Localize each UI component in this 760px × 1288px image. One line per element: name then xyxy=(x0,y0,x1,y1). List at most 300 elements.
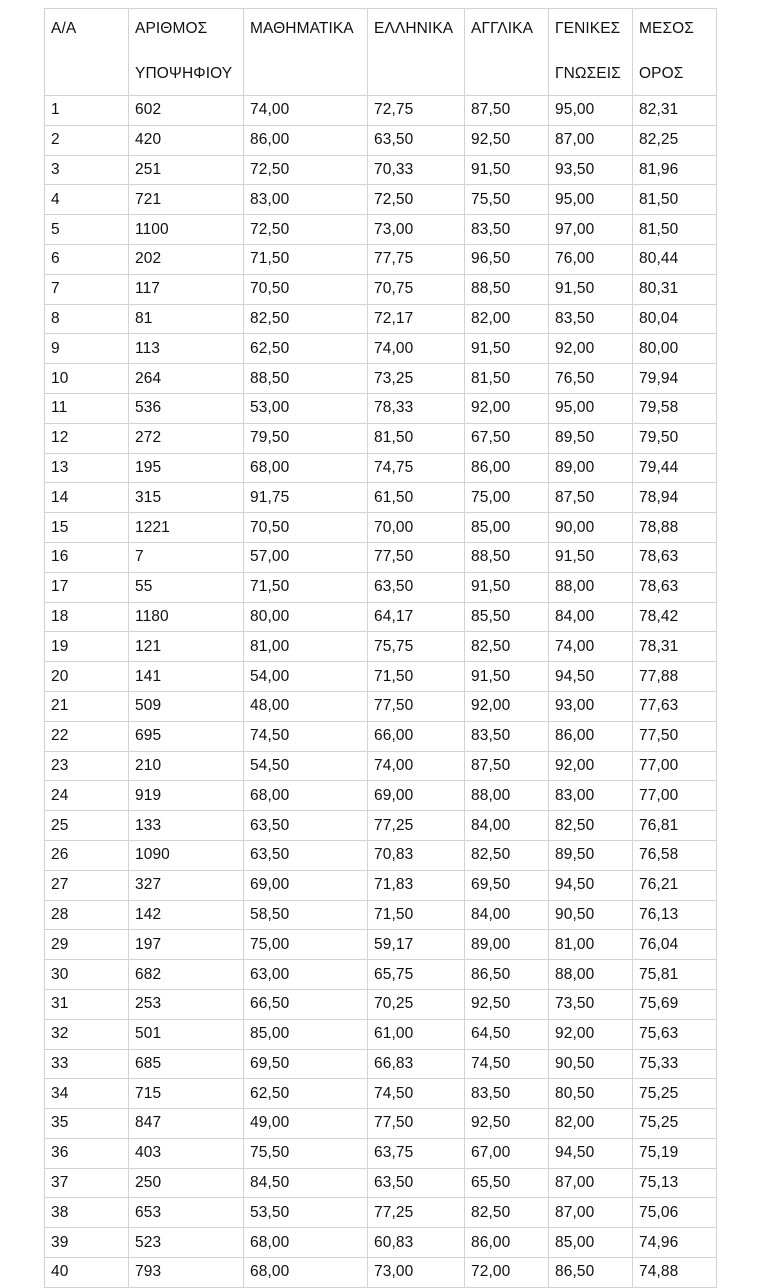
cell-aa: 10 xyxy=(45,364,129,394)
header-label-line1: Α/Α xyxy=(51,20,77,37)
cell-average: 77,00 xyxy=(633,751,717,781)
cell-average: 75,33 xyxy=(633,1049,717,1079)
cell-greek: 65,75 xyxy=(368,960,465,990)
cell-general-knowledge: 76,50 xyxy=(549,364,633,394)
cell-mathematics: 82,50 xyxy=(244,304,368,334)
cell-average: 77,63 xyxy=(633,691,717,721)
cell-mathematics: 79,50 xyxy=(244,423,368,453)
cell-english: 91,50 xyxy=(465,155,549,185)
cell-candidate-number: 133 xyxy=(129,811,244,841)
table-row xyxy=(45,96,717,126)
cell-aa: 35 xyxy=(45,1109,129,1139)
cell-general-knowledge: 86,00 xyxy=(549,721,633,751)
cell-aa: 14 xyxy=(45,483,129,513)
cell-mathematics: 84,50 xyxy=(244,1168,368,1198)
cell-english: 69,50 xyxy=(465,870,549,900)
cell-candidate-number: 847 xyxy=(129,1109,244,1139)
cell-greek: 71,50 xyxy=(368,662,465,692)
cell-greek: 73,00 xyxy=(368,1258,465,1288)
cell-english: 96,50 xyxy=(465,244,549,274)
cell-mathematics: 74,00 xyxy=(244,96,368,126)
cell-candidate-number: 695 xyxy=(129,721,244,751)
cell-candidate-number: 685 xyxy=(129,1049,244,1079)
cell-english: 65,50 xyxy=(465,1168,549,1198)
cell-average: 81,50 xyxy=(633,215,717,245)
cell-aa: 32 xyxy=(45,1019,129,1049)
cell-aa: 27 xyxy=(45,870,129,900)
cell-mathematics: 72,50 xyxy=(244,155,368,185)
table-row xyxy=(45,1019,717,1049)
cell-aa: 19 xyxy=(45,632,129,662)
cell-candidate-number: 1180 xyxy=(129,602,244,632)
cell-general-knowledge: 92,00 xyxy=(549,334,633,364)
cell-greek: 66,00 xyxy=(368,721,465,751)
cell-mathematics: 48,00 xyxy=(244,691,368,721)
cell-mathematics: 63,50 xyxy=(244,811,368,841)
table-row xyxy=(45,185,717,215)
table-row xyxy=(45,989,717,1019)
cell-mathematics: 70,50 xyxy=(244,274,368,304)
cell-aa: 26 xyxy=(45,840,129,870)
header-label-line1: ΑΡΙΘΜΟΣ xyxy=(135,20,208,37)
table-row xyxy=(45,691,717,721)
cell-english: 82,50 xyxy=(465,840,549,870)
cell-average: 75,25 xyxy=(633,1079,717,1109)
cell-candidate-number: 501 xyxy=(129,1019,244,1049)
table-row xyxy=(45,960,717,990)
table-row xyxy=(45,1228,717,1258)
cell-aa: 7 xyxy=(45,274,129,304)
cell-greek: 72,50 xyxy=(368,185,465,215)
cell-aa: 18 xyxy=(45,602,129,632)
cell-candidate-number: 272 xyxy=(129,423,244,453)
cell-mathematics: 57,00 xyxy=(244,542,368,572)
results-table xyxy=(44,8,717,1288)
cell-english: 92,00 xyxy=(465,393,549,423)
table-row xyxy=(45,1258,717,1288)
cell-candidate-number: 117 xyxy=(129,274,244,304)
cell-candidate-number: 721 xyxy=(129,185,244,215)
cell-average: 79,94 xyxy=(633,364,717,394)
cell-english: 87,50 xyxy=(465,96,549,126)
cell-average: 78,88 xyxy=(633,513,717,543)
cell-candidate-number: 1100 xyxy=(129,215,244,245)
cell-average: 75,69 xyxy=(633,989,717,1019)
cell-candidate-number: 715 xyxy=(129,1079,244,1109)
cell-mathematics: 68,00 xyxy=(244,1258,368,1288)
cell-greek: 77,50 xyxy=(368,691,465,721)
cell-greek: 64,17 xyxy=(368,602,465,632)
header-label-line2: ΥΠΟΨΗΦΙΟΥ xyxy=(135,65,233,82)
cell-general-knowledge: 91,50 xyxy=(549,274,633,304)
cell-english: 91,50 xyxy=(465,334,549,364)
cell-mathematics: 83,00 xyxy=(244,185,368,215)
table-row xyxy=(45,1049,717,1079)
table-row xyxy=(45,1168,717,1198)
cell-average: 80,00 xyxy=(633,334,717,364)
cell-candidate-number: 327 xyxy=(129,870,244,900)
cell-greek: 66,83 xyxy=(368,1049,465,1079)
cell-greek: 75,75 xyxy=(368,632,465,662)
cell-aa: 5 xyxy=(45,215,129,245)
cell-mathematics: 69,00 xyxy=(244,870,368,900)
cell-english: 88,50 xyxy=(465,542,549,572)
cell-general-knowledge: 94,50 xyxy=(549,1138,633,1168)
cell-general-knowledge: 94,50 xyxy=(549,870,633,900)
cell-aa: 23 xyxy=(45,751,129,781)
cell-aa: 24 xyxy=(45,781,129,811)
cell-english: 75,00 xyxy=(465,483,549,513)
table-row xyxy=(45,215,717,245)
header-candidate-number xyxy=(129,9,244,96)
cell-english: 84,00 xyxy=(465,811,549,841)
cell-mathematics: 72,50 xyxy=(244,215,368,245)
cell-greek: 77,50 xyxy=(368,542,465,572)
cell-english: 81,50 xyxy=(465,364,549,394)
cell-average: 76,81 xyxy=(633,811,717,841)
cell-general-knowledge: 85,00 xyxy=(549,1228,633,1258)
cell-general-knowledge: 83,00 xyxy=(549,781,633,811)
cell-average: 78,94 xyxy=(633,483,717,513)
cell-average: 76,04 xyxy=(633,930,717,960)
cell-mathematics: 71,50 xyxy=(244,572,368,602)
table-row xyxy=(45,1198,717,1228)
cell-aa: 8 xyxy=(45,304,129,334)
cell-english: 86,50 xyxy=(465,960,549,990)
table-row xyxy=(45,244,717,274)
cell-english: 92,50 xyxy=(465,989,549,1019)
cell-mathematics: 66,50 xyxy=(244,989,368,1019)
cell-mathematics: 75,00 xyxy=(244,930,368,960)
cell-mathematics: 68,00 xyxy=(244,1228,368,1258)
cell-english: 82,00 xyxy=(465,304,549,334)
header-general-knowledge xyxy=(549,9,633,96)
cell-aa: 22 xyxy=(45,721,129,751)
cell-mathematics: 53,00 xyxy=(244,393,368,423)
cell-mathematics: 75,50 xyxy=(244,1138,368,1168)
table-row xyxy=(45,572,717,602)
cell-greek: 63,75 xyxy=(368,1138,465,1168)
cell-english: 74,50 xyxy=(465,1049,549,1079)
cell-average: 76,58 xyxy=(633,840,717,870)
cell-greek: 71,83 xyxy=(368,870,465,900)
table-row xyxy=(45,513,717,543)
table-row xyxy=(45,721,717,751)
cell-candidate-number: 403 xyxy=(129,1138,244,1168)
header-english xyxy=(465,9,549,96)
table-row xyxy=(45,781,717,811)
cell-greek: 77,25 xyxy=(368,811,465,841)
cell-general-knowledge: 87,00 xyxy=(549,125,633,155)
table-row xyxy=(45,900,717,930)
cell-general-knowledge: 88,00 xyxy=(549,960,633,990)
cell-mathematics: 68,00 xyxy=(244,453,368,483)
cell-greek: 81,50 xyxy=(368,423,465,453)
cell-general-knowledge: 88,00 xyxy=(549,572,633,602)
table-row xyxy=(45,125,717,155)
cell-english: 92,50 xyxy=(465,125,549,155)
cell-general-knowledge: 95,00 xyxy=(549,393,633,423)
cell-mathematics: 63,50 xyxy=(244,840,368,870)
cell-candidate-number: 264 xyxy=(129,364,244,394)
cell-greek: 70,83 xyxy=(368,840,465,870)
cell-english: 92,50 xyxy=(465,1109,549,1139)
cell-candidate-number: 682 xyxy=(129,960,244,990)
cell-average: 82,31 xyxy=(633,96,717,126)
cell-aa: 9 xyxy=(45,334,129,364)
cell-greek: 70,33 xyxy=(368,155,465,185)
cell-candidate-number: 121 xyxy=(129,632,244,662)
cell-greek: 77,25 xyxy=(368,1198,465,1228)
cell-greek: 74,75 xyxy=(368,453,465,483)
header-greek xyxy=(368,9,465,96)
cell-general-knowledge: 76,00 xyxy=(549,244,633,274)
cell-english: 67,50 xyxy=(465,423,549,453)
cell-candidate-number: 141 xyxy=(129,662,244,692)
cell-average: 81,96 xyxy=(633,155,717,185)
cell-greek: 73,25 xyxy=(368,364,465,394)
cell-aa: 38 xyxy=(45,1198,129,1228)
cell-general-knowledge: 94,50 xyxy=(549,662,633,692)
cell-mathematics: 49,00 xyxy=(244,1109,368,1139)
cell-average: 78,63 xyxy=(633,572,717,602)
cell-greek: 63,50 xyxy=(368,1168,465,1198)
header-label-line2: ΟΡΟΣ xyxy=(639,65,684,82)
cell-candidate-number: 420 xyxy=(129,125,244,155)
table-row xyxy=(45,304,717,334)
header-label-line1: ΓΕΝΙΚΕΣ xyxy=(555,20,621,37)
cell-candidate-number: 509 xyxy=(129,691,244,721)
cell-average: 75,06 xyxy=(633,1198,717,1228)
table-row xyxy=(45,453,717,483)
cell-average: 79,50 xyxy=(633,423,717,453)
cell-aa: 39 xyxy=(45,1228,129,1258)
cell-aa: 6 xyxy=(45,244,129,274)
cell-mathematics: 54,00 xyxy=(244,662,368,692)
table-row xyxy=(45,632,717,662)
cell-candidate-number: 197 xyxy=(129,930,244,960)
cell-mathematics: 81,00 xyxy=(244,632,368,662)
cell-english: 86,00 xyxy=(465,1228,549,1258)
cell-english: 86,00 xyxy=(465,453,549,483)
cell-average: 78,31 xyxy=(633,632,717,662)
cell-aa: 30 xyxy=(45,960,129,990)
cell-english: 84,00 xyxy=(465,900,549,930)
cell-greek: 59,17 xyxy=(368,930,465,960)
table-row xyxy=(45,393,717,423)
cell-aa: 36 xyxy=(45,1138,129,1168)
cell-average: 77,50 xyxy=(633,721,717,751)
cell-english: 92,00 xyxy=(465,691,549,721)
cell-average: 81,50 xyxy=(633,185,717,215)
cell-general-knowledge: 95,00 xyxy=(549,185,633,215)
cell-candidate-number: 55 xyxy=(129,572,244,602)
cell-average: 80,31 xyxy=(633,274,717,304)
cell-general-knowledge: 87,00 xyxy=(549,1198,633,1228)
cell-mathematics: 85,00 xyxy=(244,1019,368,1049)
cell-greek: 74,50 xyxy=(368,1079,465,1109)
table-row xyxy=(45,811,717,841)
cell-greek: 63,50 xyxy=(368,572,465,602)
cell-general-knowledge: 95,00 xyxy=(549,96,633,126)
cell-aa: 13 xyxy=(45,453,129,483)
cell-english: 83,50 xyxy=(465,215,549,245)
header-label-line1: ΜΕΣΟΣ xyxy=(639,20,694,37)
cell-general-knowledge: 74,00 xyxy=(549,632,633,662)
cell-aa: 40 xyxy=(45,1258,129,1288)
table-row xyxy=(45,1079,717,1109)
cell-aa: 12 xyxy=(45,423,129,453)
cell-general-knowledge: 92,00 xyxy=(549,1019,633,1049)
header-label-line1: ΕΛΛΗΝΙΚΑ xyxy=(374,20,454,37)
cell-general-knowledge: 90,50 xyxy=(549,1049,633,1079)
table-row xyxy=(45,483,717,513)
cell-aa: 20 xyxy=(45,662,129,692)
table-header xyxy=(45,9,717,96)
cell-average: 75,63 xyxy=(633,1019,717,1049)
cell-mathematics: 70,50 xyxy=(244,513,368,543)
table-row xyxy=(45,751,717,781)
cell-average: 77,88 xyxy=(633,662,717,692)
header-row xyxy=(45,9,717,96)
cell-aa: 29 xyxy=(45,930,129,960)
cell-average: 79,58 xyxy=(633,393,717,423)
cell-candidate-number: 81 xyxy=(129,304,244,334)
cell-mathematics: 62,50 xyxy=(244,334,368,364)
cell-greek: 60,83 xyxy=(368,1228,465,1258)
cell-greek: 70,75 xyxy=(368,274,465,304)
header-label-line2: ΓΝΩΣΕΙΣ xyxy=(555,65,621,82)
cell-aa: 1 xyxy=(45,96,129,126)
cell-mathematics: 53,50 xyxy=(244,1198,368,1228)
cell-english: 87,50 xyxy=(465,751,549,781)
cell-general-knowledge: 84,00 xyxy=(549,602,633,632)
table-row xyxy=(45,542,717,572)
cell-general-knowledge: 89,50 xyxy=(549,423,633,453)
cell-english: 85,50 xyxy=(465,602,549,632)
table-body xyxy=(45,96,717,1288)
table-row xyxy=(45,662,717,692)
cell-candidate-number: 253 xyxy=(129,989,244,1019)
cell-english: 72,00 xyxy=(465,1258,549,1288)
header-label-line1: ΑΓΓΛΙΚΑ xyxy=(471,20,534,37)
cell-average: 78,42 xyxy=(633,602,717,632)
cell-general-knowledge: 73,50 xyxy=(549,989,633,1019)
cell-general-knowledge: 86,50 xyxy=(549,1258,633,1288)
cell-aa: 21 xyxy=(45,691,129,721)
header-aa xyxy=(45,9,129,96)
table-row xyxy=(45,930,717,960)
cell-average: 80,04 xyxy=(633,304,717,334)
cell-greek: 77,75 xyxy=(368,244,465,274)
cell-general-knowledge: 82,50 xyxy=(549,811,633,841)
table-row xyxy=(45,870,717,900)
cell-mathematics: 62,50 xyxy=(244,1079,368,1109)
cell-general-knowledge: 91,50 xyxy=(549,542,633,572)
cell-candidate-number: 202 xyxy=(129,244,244,274)
cell-aa: 2 xyxy=(45,125,129,155)
table-row xyxy=(45,1109,717,1139)
table-row xyxy=(45,334,717,364)
cell-general-knowledge: 89,50 xyxy=(549,840,633,870)
cell-greek: 70,00 xyxy=(368,513,465,543)
cell-general-knowledge: 80,50 xyxy=(549,1079,633,1109)
cell-candidate-number: 250 xyxy=(129,1168,244,1198)
header-average xyxy=(633,9,717,96)
cell-aa: 3 xyxy=(45,155,129,185)
cell-candidate-number: 210 xyxy=(129,751,244,781)
cell-greek: 69,00 xyxy=(368,781,465,811)
table-row xyxy=(45,155,717,185)
cell-general-knowledge: 90,00 xyxy=(549,513,633,543)
cell-aa: 16 xyxy=(45,542,129,572)
cell-mathematics: 86,00 xyxy=(244,125,368,155)
cell-candidate-number: 142 xyxy=(129,900,244,930)
cell-english: 83,50 xyxy=(465,721,549,751)
cell-greek: 74,00 xyxy=(368,751,465,781)
cell-mathematics: 58,50 xyxy=(244,900,368,930)
cell-average: 80,44 xyxy=(633,244,717,274)
cell-mathematics: 91,75 xyxy=(244,483,368,513)
cell-mathematics: 74,50 xyxy=(244,721,368,751)
table-row xyxy=(45,423,717,453)
cell-general-knowledge: 92,00 xyxy=(549,751,633,781)
header-mathematics xyxy=(244,9,368,96)
table-row xyxy=(45,602,717,632)
cell-english: 91,50 xyxy=(465,572,549,602)
cell-aa: 28 xyxy=(45,900,129,930)
cell-average: 75,13 xyxy=(633,1168,717,1198)
cell-average: 82,25 xyxy=(633,125,717,155)
cell-candidate-number: 1090 xyxy=(129,840,244,870)
cell-english: 67,00 xyxy=(465,1138,549,1168)
cell-english: 88,00 xyxy=(465,781,549,811)
cell-english: 88,50 xyxy=(465,274,549,304)
cell-greek: 63,50 xyxy=(368,125,465,155)
cell-aa: 17 xyxy=(45,572,129,602)
cell-english: 89,00 xyxy=(465,930,549,960)
cell-average: 75,25 xyxy=(633,1109,717,1139)
cell-general-knowledge: 93,00 xyxy=(549,691,633,721)
cell-mathematics: 80,00 xyxy=(244,602,368,632)
cell-average: 74,96 xyxy=(633,1228,717,1258)
cell-english: 85,00 xyxy=(465,513,549,543)
cell-greek: 73,00 xyxy=(368,215,465,245)
cell-candidate-number: 653 xyxy=(129,1198,244,1228)
cell-average: 76,21 xyxy=(633,870,717,900)
cell-english: 75,50 xyxy=(465,185,549,215)
cell-english: 82,50 xyxy=(465,1198,549,1228)
cell-aa: 11 xyxy=(45,393,129,423)
cell-general-knowledge: 87,50 xyxy=(549,483,633,513)
cell-candidate-number: 7 xyxy=(129,542,244,572)
cell-mathematics: 69,50 xyxy=(244,1049,368,1079)
cell-average: 75,81 xyxy=(633,960,717,990)
cell-candidate-number: 113 xyxy=(129,334,244,364)
cell-general-knowledge: 93,50 xyxy=(549,155,633,185)
cell-english: 83,50 xyxy=(465,1079,549,1109)
cell-candidate-number: 523 xyxy=(129,1228,244,1258)
cell-aa: 34 xyxy=(45,1079,129,1109)
cell-candidate-number: 195 xyxy=(129,453,244,483)
cell-average: 79,44 xyxy=(633,453,717,483)
cell-aa: 33 xyxy=(45,1049,129,1079)
cell-aa: 15 xyxy=(45,513,129,543)
cell-mathematics: 54,50 xyxy=(244,751,368,781)
table-row xyxy=(45,274,717,304)
cell-candidate-number: 315 xyxy=(129,483,244,513)
cell-general-knowledge: 97,00 xyxy=(549,215,633,245)
